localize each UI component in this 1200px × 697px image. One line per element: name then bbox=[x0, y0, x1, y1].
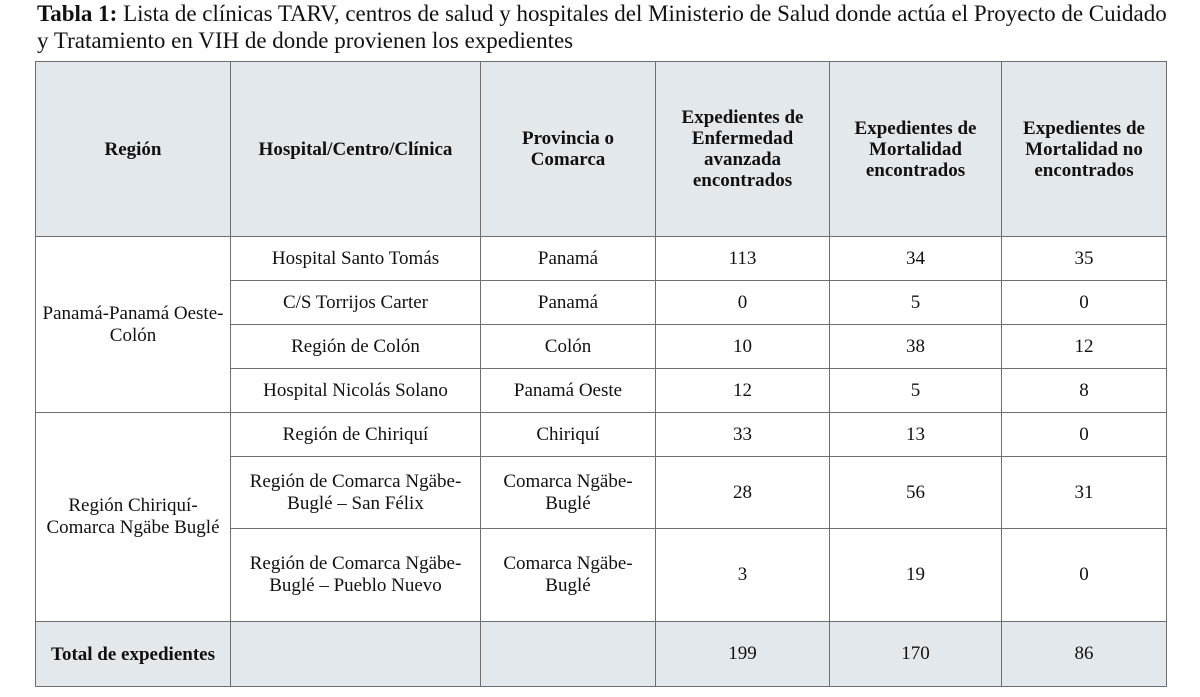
mortality-not-found-cell: 31 bbox=[1002, 457, 1167, 529]
total-empty-cell bbox=[231, 622, 481, 687]
total-label: Total de expedientes bbox=[36, 622, 231, 687]
header-mortality-not-found: Expedientes de Mortalidad no encontrados bbox=[1002, 62, 1167, 237]
mortality-found-cell: 19 bbox=[830, 529, 1002, 622]
hospital-cell: Región de Colón bbox=[231, 325, 481, 369]
advanced-disease-cell: 12 bbox=[656, 369, 830, 413]
mortality-found-cell: 13 bbox=[830, 413, 1002, 457]
caption-label: Tabla 1: bbox=[37, 1, 118, 26]
table-caption bbox=[37, 0, 1177, 54]
table-row bbox=[36, 237, 1167, 281]
advanced-disease-cell: 33 bbox=[656, 413, 830, 457]
mortality-found-cell: 5 bbox=[830, 281, 1002, 325]
province-cell: Panamá bbox=[481, 281, 656, 325]
province-cell: Panamá Oeste bbox=[481, 369, 656, 413]
mortality-not-found-cell: 12 bbox=[1002, 325, 1167, 369]
province-cell: Colón bbox=[481, 325, 656, 369]
header-mortality-found: Expedientes de Mortalidad encontrados bbox=[830, 62, 1002, 237]
region-cell: Región Chiriquí-Comarca Ngäbe Buglé bbox=[36, 413, 231, 622]
advanced-disease-cell: 10 bbox=[656, 325, 830, 369]
header-hospital: Hospital/Centro/Clínica bbox=[231, 62, 481, 237]
province-cell: Comarca Ngäbe-Buglé bbox=[481, 529, 656, 622]
hospital-cell: Hospital Nicolás Solano bbox=[231, 369, 481, 413]
total-advanced-disease: 199 bbox=[656, 622, 830, 687]
header-row bbox=[36, 62, 1167, 237]
mortality-not-found-cell: 0 bbox=[1002, 413, 1167, 457]
hospital-cell: Hospital Santo Tomás bbox=[231, 237, 481, 281]
province-cell: Chiriquí bbox=[481, 413, 656, 457]
total-mortality-not-found: 86 bbox=[1002, 622, 1167, 687]
header-province: Provincia o Comarca bbox=[481, 62, 656, 237]
mortality-found-cell: 56 bbox=[830, 457, 1002, 529]
total-mortality-found: 170 bbox=[830, 622, 1002, 687]
advanced-disease-cell: 28 bbox=[656, 457, 830, 529]
hospital-cell: C/S Torrijos Carter bbox=[231, 281, 481, 325]
hospital-cell: Región de Chiriquí bbox=[231, 413, 481, 457]
mortality-found-cell: 5 bbox=[830, 369, 1002, 413]
mortality-found-cell: 38 bbox=[830, 325, 1002, 369]
mortality-not-found-cell: 35 bbox=[1002, 237, 1167, 281]
header-region: Región bbox=[36, 62, 231, 237]
advanced-disease-cell: 3 bbox=[656, 529, 830, 622]
province-cell: Comarca Ngäbe-Buglé bbox=[481, 457, 656, 529]
region-cell: Panamá-Panamá Oeste-Colón bbox=[36, 237, 231, 413]
header-advanced-disease: Expedientes de Enfermedad avanzada encontrados bbox=[656, 62, 830, 237]
mortality-not-found-cell: 8 bbox=[1002, 369, 1167, 413]
table-row bbox=[36, 413, 1167, 457]
mortality-found-cell: 34 bbox=[830, 237, 1002, 281]
total-row bbox=[36, 622, 1167, 687]
clinics-table bbox=[35, 61, 1167, 687]
advanced-disease-cell: 113 bbox=[656, 237, 830, 281]
hospital-cell: Región de Comarca Ngäbe-Buglé – San Félix bbox=[231, 457, 481, 529]
total-empty-cell bbox=[481, 622, 656, 687]
advanced-disease-cell: 0 bbox=[656, 281, 830, 325]
mortality-not-found-cell: 0 bbox=[1002, 529, 1167, 622]
mortality-not-found-cell: 0 bbox=[1002, 281, 1167, 325]
hospital-cell: Región de Comarca Ngäbe-Buglé – Pueblo Nuevo bbox=[231, 529, 481, 622]
province-cell: Panamá bbox=[481, 237, 656, 281]
caption-text: Lista de clínicas TARV, centros de salud y hospitales del Ministerio de Salud donde actúa el Proyecto de Cuidado y Tratamiento en VIH de donde provienen los expedientes bbox=[37, 1, 1167, 53]
